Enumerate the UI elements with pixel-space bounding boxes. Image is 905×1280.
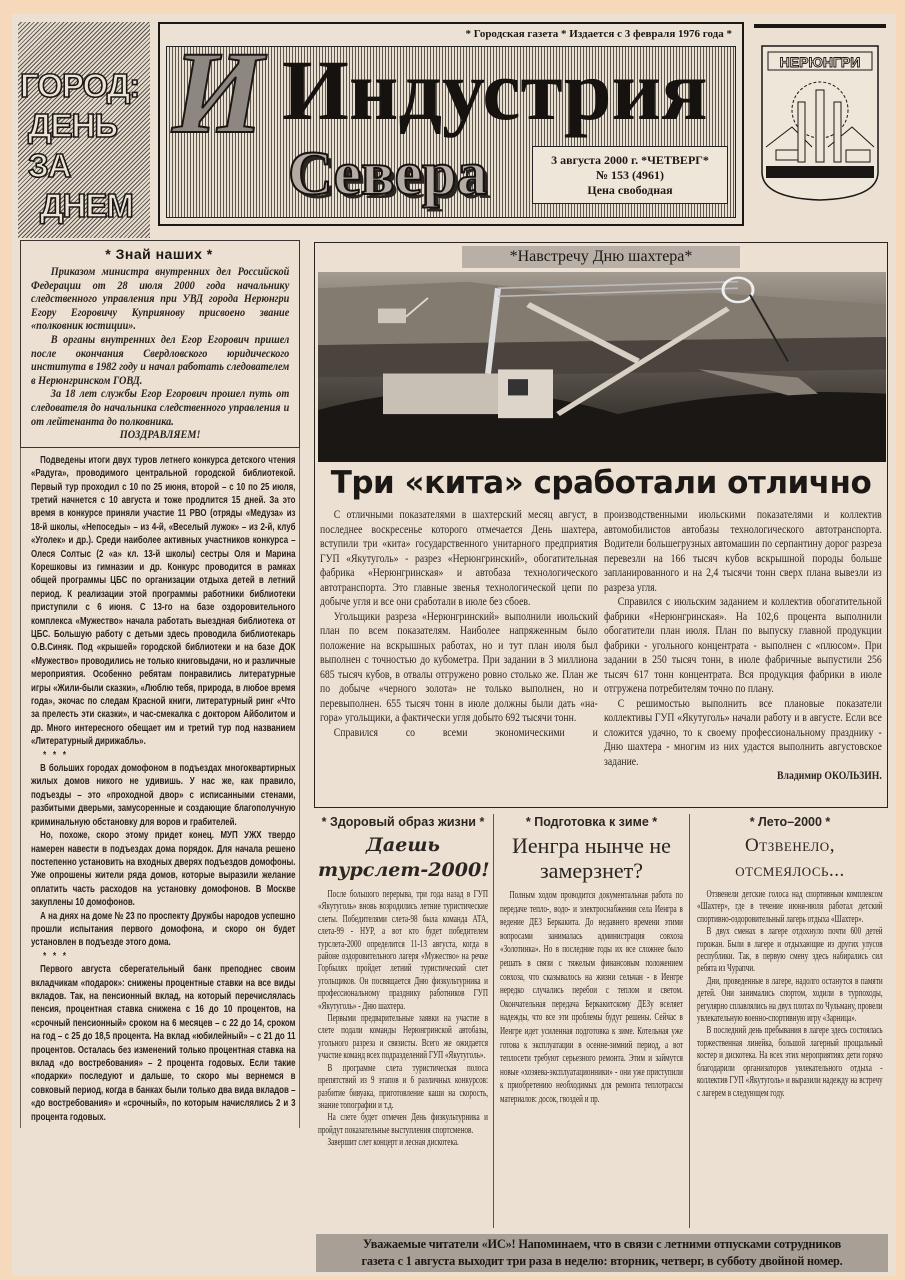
paragraph: С решимостью выполнить все плановые показатели коллективы ГУП «Якутуголь» начали работу и в августе. Если все сложится удачно, то к своему профессиональному празднику - Дню шахтера - многим из них удастся выполнить августовское задание. [604,697,882,768]
paragraph: Угольщики разреза «Нерюнгринский» выполнили июльский план по всем показателям. Наиболее напряженным было положение на вскрышных работах, но и тут план июля был выполнен с точностью до кубометра. При задании в 3 миллиона 685 тысяч кубов, в отвалы отгружено ровно столько же. План же по добыче «черного золота» не только выполнен, но и перевыполнен. 655 тысяч тонн в июле должны были дать «на-гора» угольщики, а фактически угля добыто 692 тысячи тонн. [320,610,598,724]
paragraph: Завершит слет концерт и лесная дискотека. [327,1137,459,1149]
left-column [20,240,300,1128]
paragraph: Первыми предварительные заявки на участие в слете подали команды Нерюнгринской автобазы, угольного разреза и связисты. Всего же ожидается участие команд всех подразделений ГУП «Якутуголь». [318,1013,488,1062]
article-summer-camp [697,814,883,1100]
author-byline: Владимир ОКОЛЬЗИН. [777,770,882,782]
paragraph: Дни, проведенные в лагере, надолго останутся в памяти детей. Они занимались спортом, ходили в турпоходы, регулярно сплавлялись на двух плотах по Чульману, провели увлекательную военно-спортивную игру «Зарница». [697,975,883,1025]
rubric-label: *Навстречу Дню шахтера* [462,246,740,268]
banner-line: ГОРОД: [20,67,140,104]
article-intercoms-paragraph: В больших городах домофоном в подъездах многоквартирных жилых домов никого не удивишь. У нас же, как правило, подъезды – это «проходной двор» с исписанными стенами, разбитыми дверьми, замусоренные и создающие благополучную криминальную обстановку для воров и грабителей. [31,763,296,828]
readers-notice [316,1234,888,1272]
column-body [320,508,598,740]
newspaper-title-line1: Индустрия [282,42,708,138]
article-body [31,266,289,443]
article-library-contest: Подведены итоги двух туров летнего конкурса детского чтения «Радуга», проводимого центральной городской библиотекой. Первый тур проходил с 10 по 25 июня, второй – с 10 по 25 июля, третий начнется с 10 августа и тоже продлится 15 дней. За это время в конкурсе приняли участие 11 РВО (отряды «Медуза» из 18-й школы, «Непоседы» – из 4-й, «Веселый лужок» – из 2-й, клуб «Уголек» и др.). Среди наиболее активных участников конкурса – Олеся Солтыс (2 «а» кл. 13-й школы) сестры Оля и Марина Корешковы из гимназии и др. Конкурс проводится в рамках общей программы ЦБС по организации отдыха детей в летний период. К реализации этой программы работники библиотеки приступили с 6 июня. С 13-го на базе оздоровительного комплекса «Мужество» начала работать выездная библиотека от ЦБС. Большую работу с детьми здесь проводила библиотекарь О.В.Синяк. Под «крышей» городской библиотеки и на базе ДОК «Мужество» проводились не только книговыдачи, но и различные мероприятия. Особенно ребятам понравились литературные игры «Жили-были сказки», «Люблю тебя, природа, в любое время года», экочас по следам Красной книги, литературный ринг «Что за прелесть эти сказки», и час-смекалка с доктором Айболитом и др. Много интересного обещает им и третий тур под названием «Литературный дирижабль». [31,454,296,748]
article-title: Отзвенело, отсмеялось... [735,835,845,881]
city-emblem [752,22,888,202]
column-divider [689,814,690,1228]
paragraph: За 18 лет службы Егор Егорович прошел путь от следователя до начальника следственного управления и от лейтенанта до полковника. [31,388,290,428]
article-bank-rates: Первого августа сберегательный банк преподнес своим вкладчикам «подарок»: снижены процентные ставки на все виды вкладов. Так, на пенсионный вклад, на который перечислялась пенсия, процентная ставка снижена с 16 до 10 процентов, на «срочный пенсионный» сроком на 6 месяцев – с 22 до 14, сроком на год – с 25 до 18,5 процента. На вклад «юбилейный» – с 21 до 11 процентов. Осталась без изменений только процентная ставка на вклад «до востребования» – 2 процента годовых. Если такие «подарки» последуют и дальше, то скоро мы вернемся в совковый период, когда в банках были только два вида вкладов – «до востребования» и «срочный», по которым начислялись 2 и 3 процента годовых. [31,964,296,1123]
article-body [500,889,683,1107]
paragraph: В органы внутренних дел Егор Егорович пришел после окончания Свердловского юридического института в 1982 году и начал работать следователем в Нерюнгринском ГОВД. [31,333,290,387]
article-body [318,889,488,1150]
issue-number: № 153 (4961) [595,168,665,182]
newspaper-title-line2: Севера [288,140,488,208]
article-intercoms-paragraph: А на днях на доме № 23 по проспекту Дружбы народов успешно прошли испытания первого домофона, и скоро он будет установлен в подъезде этого дома. [31,910,296,949]
notice-line: Уважаемые читатели «ИС»! Напоминаем, что в связи с летними отпусками сотрудников [362,1237,842,1251]
paragraph: Отзвенели детские голоса над спортивным комплексом «Шахтер», где в течение июня-июля работал детский спортивно-оздоровительный лагерь отдыха «Шахтер». [697,889,883,925]
excavator-photo [318,272,886,462]
paragraph: Полным ходом проводится документальная работа по передаче тепло-, водо- и электроснабжения села Иенгра в ведение ДЕЗ Беркакита. До недавнего времени этими вопросами занималась администрация совхоза «Золотинка». Но в последние годы их все сложнее было решать в связи с тяжелым финансовым положением совхоза, что сказывалось на жизни сельчан - в Иенгре нередко случались перебои с теплом и светом. Окончательная передача Беркакитскому ДЕЗу вселяет надежды, что все эти проблемы будут решены. Сейчас в Иенгре идет усиленная подготовка к зиме. Котельная уже готова к эксплуатации в осенне-зимний период, а вот теплосети требуют серьезного ремонта. Этим и займутся новые «хозяева-эксплуатационники» - они уже приступили к приобретению необходимых для ремонта теплотрассы материалов: досок, гвоздей и пр. [500,890,683,1105]
left-column-news [20,448,300,1128]
paragraph: В двух сменах в лагере отдохнуло почти 600 детей горожан. Были в лагере и отдыхающие из других улусов республики. Так, в первую смену здесь набирались сил ребята из Чурапчи. [697,926,883,975]
paragraph: С отличными показателями в шахтерский месяц август, в последнее воскресенье которого отмечается День шахтера, вступили три «кита» государственного унитарного предприятия ГУП «Якутуголь» - разрез «Нерюнгринский», обогатительная фабрика «Нерюнгринская» и автобаза технологического автотранспорта. Это главные звенья технологической цепи по добыче угля и все они сработали в июле без сбоев. [320,509,598,608]
rubric-label: * Здоровый образ жизни * [321,815,485,829]
column-body [604,508,882,784]
issue-date: 3 августа 2000 г. *ЧЕТВЕРГ* [551,153,709,167]
notice-line: газета с 1 августа выходит три раза в неделю: вторник, четверг, в субботу двойной номер. [361,1254,843,1268]
article-heading: * Знай наших * [105,246,213,262]
article-title: Иенгра нынче не замерзнет? [512,833,671,883]
mining-excavator-image [318,272,886,462]
paragraph: После большого перерыва, три года назад в ГУП «Якутуголь» вновь возродились летние туристические слеты. Победителями слета-98 была команда АТА, слета-99 - НУР, а вот кто будет победителем турслета-2000 определится 11-13 августа, когда в районе оздоровительного лагеря «Мужество» на речке Горбылях пройдет летний туристический слет угольщиков. Он посвящается Дню физкультурника и профессиональному празднику работников ГУП «Якутуголь» - Дню шахтера. [318,889,488,1012]
tagline: * Городская газета * Издается с 3 февраля 1976 года * [465,28,732,40]
rubric-label: * Лето–2000 * [749,815,831,829]
article-tourist-rally [318,814,488,1150]
paragraph: В последний день пребывания в лагере здесь состоялась торжественная линейка, большой лагерный прощальный костер и дискотека. На всех этих мероприятиях дети горячо благодарили организаторов увлекательного отдыха - коллектив ГУП «Якутуголь» и выразили надежду на встречу с лагерем в следующем году. [697,1025,883,1099]
coat-of-arms-icon [752,22,888,202]
article-intercoms-paragraph: Но, похоже, скоро этому придет конец. МУП УЖХ твердо намерен навести в подъездах дома порядок. Для начала решено постепенно установить на входных дверях подъездов домофоны. Уже опрошены жители ряда домов, которые выразили желание оплатить часть расходов на установку домофонов. В Москве закуплены 10 домофонов. [31,830,296,909]
paragraph: Справился со всеми экономическими и [333,726,598,739]
issue-info-box [532,146,728,204]
article-know-ours [20,240,300,448]
main-headline: Три «кита» сработали отлично [330,465,872,501]
paragraph: В программе слета туристическая полоса препятствий из 9 этапов и 6 различных конкурсов: разбитие бивуака, приготовление каши на скорость, знание топографии и т.д. [318,1062,488,1111]
emblem-city-name: НЕРЮНГРИ [779,54,861,70]
main-article-column-2 [604,508,882,784]
rubric-label: * Подготовка к зиме * [525,815,658,829]
masthead [158,22,744,226]
article-iengra-winter [500,814,683,1107]
paragraph: производственными июльскими показателями и коллектив автомобилистов автобазы технологического автотранспорта. Водители большегрузных автомашин по серпантину дорог разреза перевезли на 166 тысяч кубов вскрышной породы больше запланированного и на 2,4 тысячи тонн сверх плана вывезли из разреза угля. [604,509,882,594]
paragraph: На слете будет отмечен День физкультурника и пройдут показательные выступления спортсменов. [318,1112,488,1136]
title-initial-i: И [172,27,264,158]
issue-price: Цена свободная [587,183,673,197]
news-body [31,454,295,1124]
column-divider [493,814,494,1228]
banner-line: ЗА [28,147,71,184]
city-column-banner [18,22,150,238]
article-body [697,889,883,1100]
paragraph: Приказом министра внутренних дел Российской Федерации от 28 июля 2000 года начальнику следственного управления при УВД города Нерюнгри Егору Егоровичу Куприянову присвоено звание «полковник юстиции». [31,266,290,333]
banner-line: ДЕНЬ [28,107,118,144]
paragraph: Справился с июльским заданием и коллектив обогатительной фабрики «Нерюнгринская». На 102,6 процента выполнили обогатители план июля. План по выпуску главной продукции фабрики - угольного концентрата - выполнен с «плюсом». При задании в 250 тысяч тонн, в июле фабричные выпустили 256 тысяч 617 тонн концентрата. Вся продукция фабрики в июле отгружена потребителям точно по плану. [604,596,882,695]
separator: * * * [43,749,69,761]
separator: * * * [43,950,69,962]
main-article-column-1 [320,508,598,740]
congratulations: ПОЗДРАВЛЯЕМ! [119,429,201,442]
article-title: Даешь турслет-2000! [318,834,490,881]
banner-line: ДНЕМ [40,187,133,224]
